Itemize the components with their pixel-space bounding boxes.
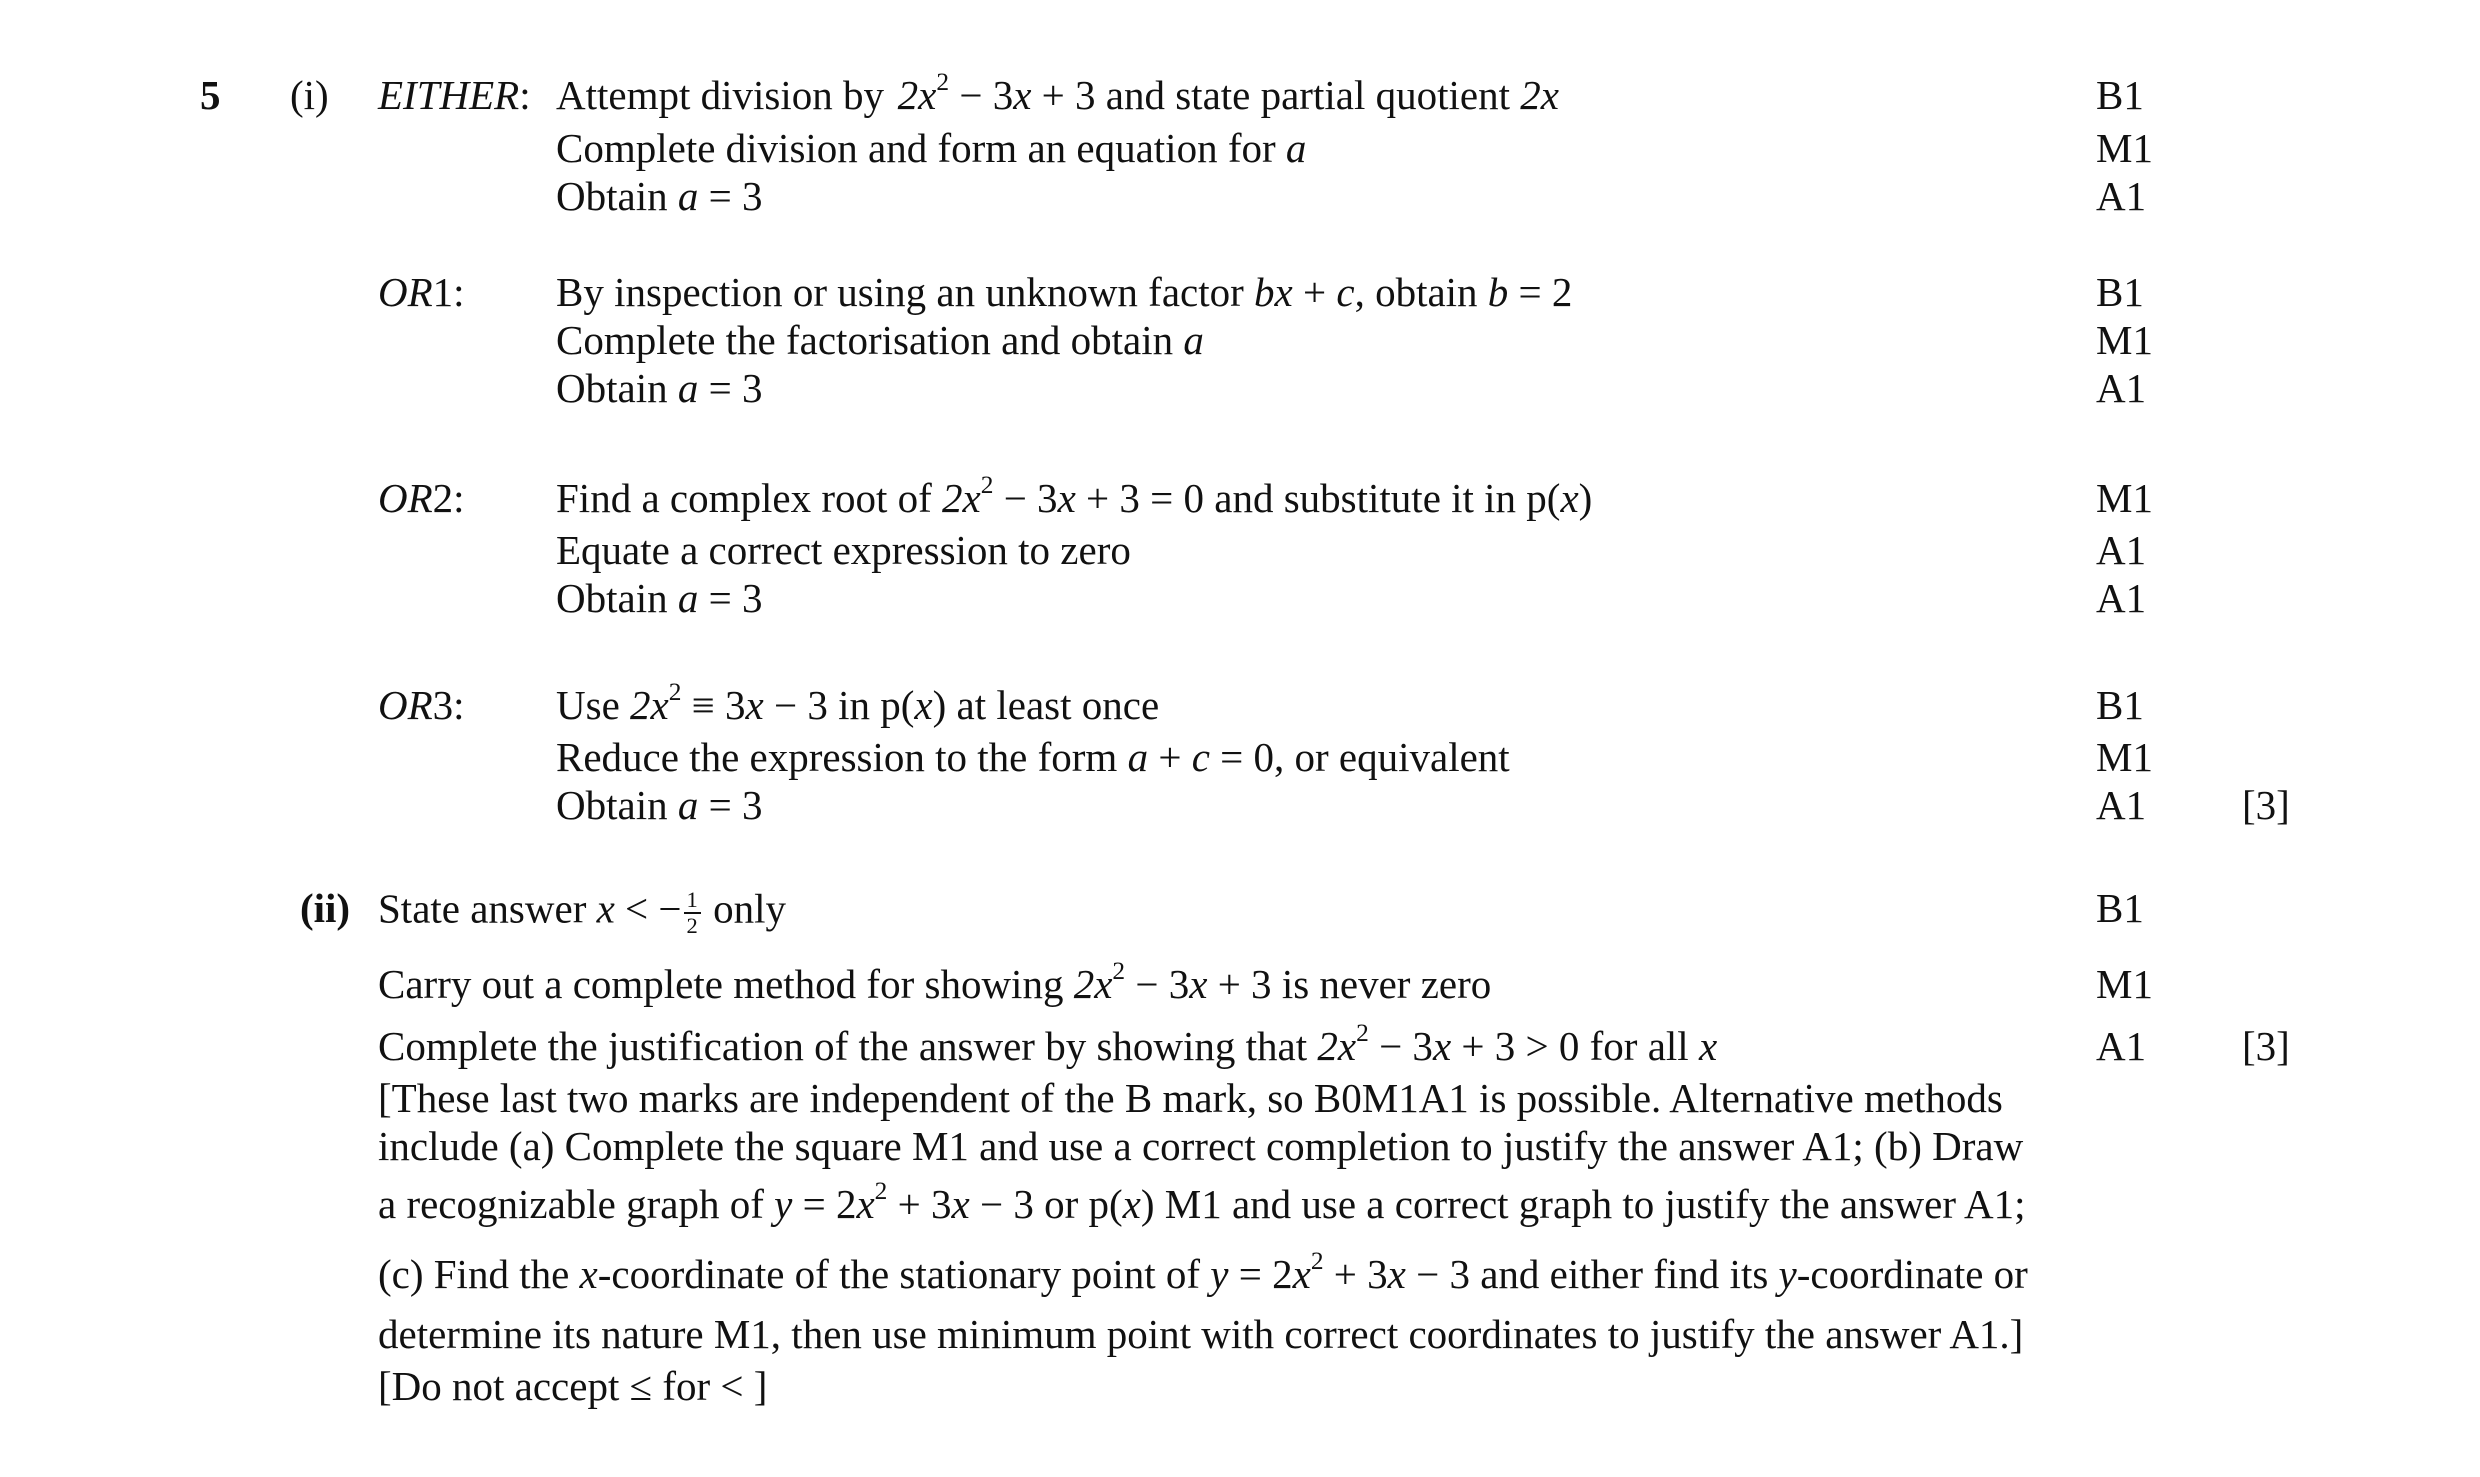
ii-line-3: Complete the justification of the answer by showing that $2x^2 - 3x + 3 > 0$ for all x [378, 1018, 1718, 1069]
ii-line-1: State answer x < − $\frac{1}{2}$ only [378, 885, 786, 938]
or2-label: OR2: [378, 475, 465, 521]
note-line-6: [Do not accept ≤ for < ] [378, 1363, 768, 1409]
mark-or2-2: A1 [2096, 527, 2147, 573]
mark-either-2: M1 [2096, 125, 2153, 171]
mark-or2-1: M1 [2096, 475, 2153, 521]
or2-line-3: Obtain a = 3 [556, 575, 763, 621]
either-line-2: Complete division and form an equation for a [556, 125, 1307, 171]
either-line-3: Obtain a = 3 [556, 173, 763, 219]
note-line-3: a recognizable graph of $y = 2x^2 + 3x - 3$ or p(x) M1 and use a correct graph to justify the answer A1; [378, 1176, 2026, 1227]
or1-label: OR1: [378, 269, 465, 315]
mark-ii-2: M1 [2096, 961, 2153, 1007]
or1-line-2: Complete the factorisation and obtain a [556, 317, 1204, 363]
mark-or1-3: A1 [2096, 365, 2147, 411]
ii-line-2: Carry out a complete method for showing $2x^2 - 3x + 3$ is never zero [378, 956, 1492, 1007]
note-line-1: [These last two marks are independent of the B mark, so B0M1A1 is possible. Alternative methods [378, 1075, 2003, 1121]
note-line-4: (c) Find the x-coordinate of the stationary point of $y = 2x^2 + 3x - 3$ and either find its y-coordinate or [378, 1246, 2028, 1297]
part-ii-label: (ii) [300, 885, 351, 931]
or1-line-1: By inspection or using an unknown factor bx + c, obtain b = 2 [556, 269, 1573, 315]
either-line-1: Attempt division by $2x^2 - 3x + 3$ and state partial quotient 2x [556, 67, 1559, 118]
mark-or1-1: B1 [2096, 269, 2144, 315]
or3-line-3: Obtain a = 3 [556, 782, 763, 828]
mark-either-3: A1 [2096, 173, 2147, 219]
mark-or3-2: M1 [2096, 734, 2153, 780]
part-i-label: (i) [290, 72, 329, 118]
part-ii-total: [3] [2242, 1023, 2290, 1069]
question-number: 5 [200, 72, 221, 118]
or1-line-3: Obtain a = 3 [556, 365, 763, 411]
or2-line-1: Find a complex root of $2x^2 - 3x + 3 = 0$ and substitute it in p(x) [556, 470, 1593, 521]
or3-label: OR3: [378, 682, 465, 728]
mark-or3-1: B1 [2096, 682, 2144, 728]
mark-either-1: B1 [2096, 72, 2144, 118]
mark-or3-3: A1 [2096, 782, 2147, 828]
note-line-5: determine its nature M1, then use minimum point with correct coordinates to justify the answer A1.] [378, 1311, 2024, 1357]
mark-or1-2: M1 [2096, 317, 2153, 363]
mark-or2-3: A1 [2096, 575, 2147, 621]
or2-line-2: Equate a correct expression to zero [556, 527, 1131, 573]
mark-ii-1: B1 [2096, 885, 2144, 931]
mark-ii-3: A1 [2096, 1023, 2147, 1069]
either-label: EITHER: [378, 72, 531, 118]
part-i-total: [3] [2242, 782, 2290, 828]
note-line-2: include (a) Complete the square M1 and use a correct completion to justify the answer A1; (b) Draw [378, 1123, 2024, 1169]
or3-line-1: Use $2x^2 \equiv 3x - 3$ in p(x) at least once [556, 677, 1160, 728]
or3-line-2: Reduce the expression to the form a + c = 0, or equivalent [556, 734, 1510, 780]
